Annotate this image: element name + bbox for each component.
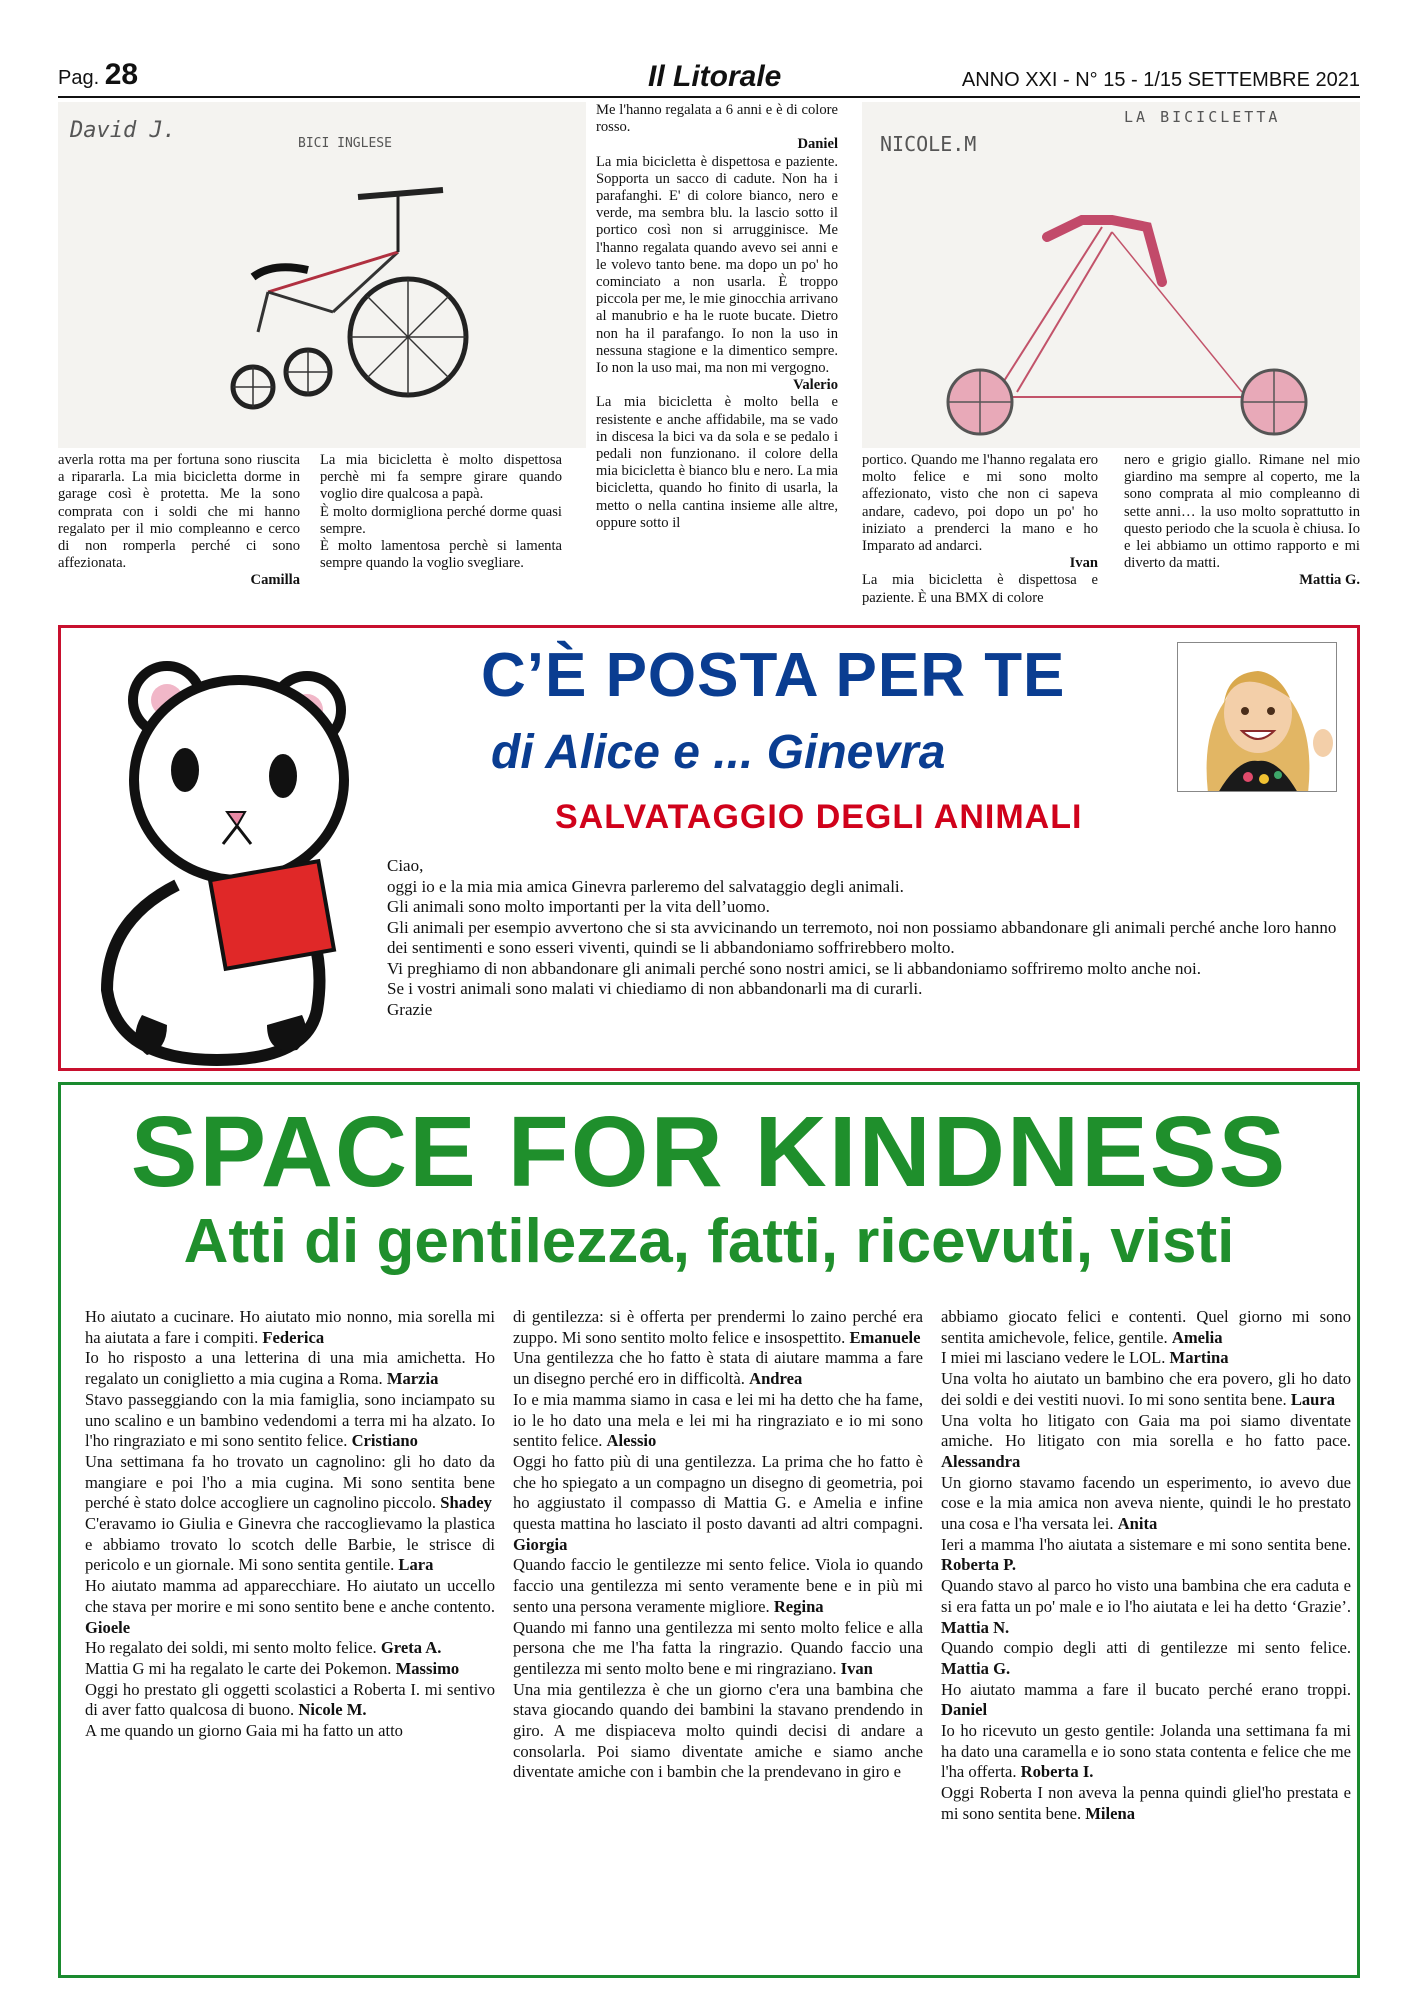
entry-signature: Daniel	[941, 1700, 988, 1720]
posta-headline: SALVATAGGIO DEGLI ANIMALI	[555, 798, 1083, 836]
kindness-entry	[85, 1576, 495, 1638]
kindness-entry	[941, 1638, 1351, 1679]
kindness-entry	[941, 1411, 1351, 1473]
kindness-entry	[513, 1348, 923, 1389]
kindness-entry	[85, 1452, 495, 1514]
entry-signature: Amelia	[1171, 1327, 1223, 1347]
kindness-entry	[85, 1680, 495, 1721]
article-col-4: portico. Quando me l'hanno regalata ero molto felice e mi sono molto affezionato, visto che non ci sapeva andare, cadevo, poi dopo un po' ho iniziato a prenderci la mano e ho Imparato ad andarci. Ivan La mia bicicletta è dispettosa e paziente. È una BMX di colore	[862, 452, 1098, 606]
entry-text: Stavo passeggiando con la mia famiglia, sono inciampato su uno scalino e un bambino vedendomi a terra mi ha alzato. Io l'ho ringraziato e mi sono sentito felice.	[85, 1389, 495, 1451]
drawing-author: David J.	[70, 118, 176, 143]
entry-signature: Ivan	[840, 1658, 873, 1678]
entry-text: Io ho risposto a una letterina di una mia amichetta. Ho regalato un coniglietto a mia cugina a Roma.	[85, 1348, 495, 1389]
entry-text: Ieri a mamma l'ho aiutata a sistemare e mi sono sentita bene.	[941, 1534, 1351, 1554]
entry-signature: Massimo	[395, 1658, 460, 1678]
entry-text: A me quando un giorno Gaia mi ha fatto un atto	[85, 1721, 403, 1741]
kindness-entry	[941, 1348, 1351, 1369]
author-avatar	[1177, 642, 1337, 792]
entry-signature: Mattia N.	[941, 1617, 1010, 1637]
kindness-entry	[513, 1452, 923, 1556]
entry-signature: Andrea	[749, 1369, 803, 1389]
entry-text: Quando mi fanno una gentilezza mi sento molto felice e alla persona che me l'ha fatta la ringrazio. Quando faccio una gentilezza mi sento molto bene e mi ringraziano.	[513, 1617, 923, 1678]
entry-signature: Cristiano	[351, 1431, 418, 1451]
entry-signature: Alessandra	[941, 1451, 1021, 1471]
posta-section	[58, 625, 1360, 1071]
kindness-entry	[941, 1576, 1351, 1638]
entry-text: Ho aiutato a cucinare. Ho aiutato mio nonno, mia sorella mi ha aiutata a fare i compiti.	[85, 1307, 495, 1347]
entry-text: C'eravamo io Giulia e Ginevra che raccoglievamo la plastica e abbiamo trovato lo scotch delle Barbie, le strisce di pericolo e un giornale. Mi sono sentita gentile.	[85, 1514, 495, 1575]
kindness-entry	[513, 1618, 923, 1680]
page-header	[58, 58, 1360, 98]
kindness-entry	[85, 1348, 495, 1389]
kindness-title: SPACE FOR KINDNESS	[130, 1096, 1288, 1208]
entry-signature: Nicole M.	[298, 1700, 367, 1720]
entry-text: Io e mia mamma siamo in casa e lei mi ha detto che ha fame, io le ho dato una mela e lei mi ha ringraziato e io mi sono sentito felice.	[513, 1389, 923, 1451]
drawing-caption: LA BICICLETTA	[1124, 108, 1281, 126]
bear-drawing	[67, 630, 377, 1070]
signature: Valerio	[793, 377, 838, 394]
kindness-entry	[513, 1555, 923, 1617]
entry-signature: Shadey	[440, 1493, 492, 1513]
signature: Ivan	[1069, 555, 1098, 572]
kindness-entry	[941, 1307, 1351, 1348]
entry-text: Io ho ricevuto un gesto gentile: Jolanda una settimana fa mi ha dato una caramella e io sono stata contenta e felice che me l'ha offerta.	[941, 1721, 1351, 1782]
kindness-entry	[85, 1514, 495, 1576]
entry-signature: Milena	[1085, 1803, 1136, 1823]
entry-text: Quando compio degli atti di gentilezze mi sento felice.	[941, 1638, 1351, 1658]
entry-signature: Alessio	[606, 1431, 657, 1451]
issue-info: ANNO XXI - N° 15 - 1/15 SETTEMBRE 2021	[961, 69, 1360, 91]
entry-signature: Roberta I.	[1020, 1762, 1094, 1782]
kindness-subtitle: Atti di gentilezza, fatti, ricevuti, visti	[183, 1207, 1235, 1276]
signature: Daniel	[797, 136, 838, 153]
entry-signature: Giorgia	[513, 1534, 568, 1554]
entry-text: Oggi Roberta I non aveva la penna quindi gliel'ho prestata e mi sono sentita bene.	[941, 1783, 1351, 1823]
signature: Camilla	[250, 572, 300, 589]
signature: Mattia G.	[1299, 572, 1360, 589]
entry-text: di gentilezza: si è offerta per prendermi lo zaino perché era zuppo. Mi sono sentito molto felice e insospettito.	[513, 1307, 923, 1347]
entry-signature: Laura	[1290, 1389, 1336, 1409]
entry-text: Quando faccio le gentilezze mi sento felice. Viola io quando faccio una gentilezza mi sento veramente bene e in più mi sento una persona veramente migliore.	[513, 1555, 923, 1616]
kindness-col-2	[513, 1307, 923, 1783]
article-col-3: Me l'hanno regalata a 6 anni e è di colore rosso. Daniel La mia bicicletta è dispettosa e paziente. Sopporta un sacco di cadute. Non ha i parafanghi. E' di colore bianco, nero e verde, ma sembra blu. la lascio sotto il portico così non si arrugginisce. Me l'hanno regalata quando avevo sei anni e le volevo tanto bene. ma dopo un po' ho cominciato a non usarla. È troppo piccola per me, le mie ginocchia arrivano al manubrio e ha le ruote bucate. Dietro non ha il parafango. Io non la uso in nessuna stagione e la dimentico sempre. Io non la uso mai, ma non mi vergogno. Valerio La mia bicicletta è molto bella e resistente e anche affidabile, ma se vado in discesa la bici va da sola e se pedalo i pedali non funzionano. il colore della mia bicicletta è bianco blu e nero. La mia bicicletta, quando ho finito di usarla, la metto o nella cantina insieme alle altre, oppure sotto il	[596, 102, 838, 531]
kindness-entry	[513, 1680, 923, 1784]
entry-signature: Mattia G.	[941, 1658, 1011, 1678]
kindness-section	[58, 1082, 1360, 1978]
entry-text: Oggi ho fatto più di una gentilezza. La prima che ho fatto è che ho spiegato a un compagno un disegno di geometria, poi ho aggiustato il compasso di Mattia G. e Amelia e infine questa mattina ho lasciato il posto davanti ad altri compagni.	[513, 1451, 923, 1534]
article-col-2: La mia bicicletta è molto dispettosa perchè mi fa sempre girare quando voglio dire qualcosa a papà. È molto dormigliona perché dorme quasi sempre. È molto lamentosa perchè si lamenta sempre quando la voglio svegliare.	[320, 452, 562, 572]
kindness-entry	[85, 1659, 495, 1680]
drawing-scooter	[862, 102, 1360, 448]
drawing-caption: BICI INGLESE	[298, 136, 392, 151]
entry-signature: Lara	[398, 1555, 434, 1575]
entry-signature: Roberta P.	[941, 1555, 1016, 1575]
entry-signature: Regina	[773, 1596, 824, 1616]
entry-text: Una settimana fa ho trovato un cagnolino: gli ho dato da mangiare e poi l'ho a mia cugina. Mi sono sentita bene perché è stato dolce accogliere un cagnolino piccolo.	[85, 1451, 495, 1513]
entry-text: Una mia gentilezza è che un giorno c'era una bambina che stava giocando quando dei bambini la stavano prendendo in giro. A me dispiaceva molto quindi decisi di andare a consolarla. Poi siamo diventate amiche e siamo anche diventate amiche con i bambin che la prendevano in giro e	[513, 1679, 923, 1782]
tricycle-sketch	[58, 102, 586, 448]
entry-signature: Martina	[1169, 1348, 1229, 1368]
entry-text: Quando stavo al parco ho visto una bambina che era caduta e si era fatta un po' male e io l'ho aiutata e lei ha detto ‘Grazie’.	[941, 1576, 1351, 1616]
avatar-illustration	[1178, 643, 1337, 792]
posta-title: C’È POSTA PER TE	[481, 641, 1066, 710]
posta-letter: Ciao, oggi io e la mia mia amica Ginevra parleremo del salvataggio degli animali. Gli animali sono molto importanti per la vita dell’uomo. Gli animali per esempio avvertono che si sta avvicinando un terremoto, noi non possiamo abbandonare gli animali perché anche loro hanno dei sentimenti e sono esseri viventi, quindi se li abbandoniamo soffrirebbero molto. Vi preghiamo di non abbandonare gli animali perché sono nostri amici, se li abbandoniamo soffriremo molto anche noi. Se i vostri animali sono malati vi chiediamo di non abbandonarli ma di curarli. Grazie	[387, 856, 1337, 1019]
entry-text: Un giorno stavamo facendo un esperimento, io avevo due cose e la mia amica non aveva niente, quindi le ho prestato una cosa e l'ha versata lei.	[941, 1472, 1351, 1534]
kindness-entry	[941, 1721, 1351, 1783]
kindness-col-3	[941, 1307, 1351, 1825]
drawing-tricycle	[58, 102, 586, 448]
entry-signature: Federica	[262, 1327, 325, 1347]
kindness-entry	[941, 1680, 1351, 1721]
drawing-author: NICOLE.M	[880, 132, 977, 156]
kindness-entry	[941, 1369, 1351, 1410]
kindness-entry	[85, 1721, 495, 1742]
article-col-5: nero e grigio giallo. Rimane nel mio giardino ma sempre al coperto, me la sono comprata al mio compleanno di sette anni… la uso molto soprattutto in questo periodo che la scuola è chiusa. Io e lei abbiamo un ottimo rapporto e mi diverto da matti. Mattia G.	[1124, 452, 1360, 589]
kindness-entry	[85, 1390, 495, 1452]
kindness-entry	[941, 1473, 1351, 1535]
kindness-col-1	[85, 1307, 495, 1742]
page-number: Pag. 28	[58, 58, 139, 91]
kindness-entry	[513, 1390, 923, 1452]
kindness-entry	[85, 1638, 495, 1659]
entry-text: Una volta ho litigato con Gaia ma poi siamo diventate amiche. Ho litigato con mia sorella e ho fatto pace.	[941, 1410, 1351, 1451]
masthead: Il Litorale	[648, 60, 782, 93]
entry-signature: Marzia	[386, 1369, 439, 1389]
entry-text: Ho regalato dei soldi, mi sento molto felice.	[85, 1638, 381, 1658]
scooter-sketch	[862, 102, 1360, 448]
entry-text: Oggi ho prestato gli oggetti scolastici a Roberta I. mi sentivo di aver fatto qualcosa di buono.	[85, 1679, 495, 1720]
entry-signature: Anita	[1117, 1514, 1158, 1534]
entry-signature: Greta A.	[380, 1638, 442, 1658]
kindness-entry	[941, 1783, 1351, 1824]
kindness-entry	[85, 1307, 495, 1348]
entry-text: I miei mi lasciano vedere le LOL.	[941, 1348, 1170, 1368]
entry-text: Una volta ho aiutato un bambino che era povero, gli ho dato dei soldi e dei vestiti nuovi. Io mi sono sentita bene.	[941, 1369, 1351, 1409]
kindness-entry	[513, 1307, 923, 1348]
article-col-1: averla rotta ma per fortuna sono riuscita a ripararla. La mia bicicletta dorme in garage così è protetta. Me la sono comprata con i soldi che mi hanno regalato per il mio compleanno e cerco di non romperla perché ci sono affezionata. Camilla	[58, 452, 300, 589]
entry-text: Ho aiutato mamma a fare il bucato perché erano troppi.	[941, 1679, 1351, 1699]
entry-signature: Emanuele	[849, 1327, 921, 1347]
entry-text: abbiamo giocato felici e contenti. Quel giorno mi sono sentita amichevole, felice, gentile.	[941, 1307, 1351, 1347]
entry-text: Ho aiutato mamma ad apparecchiare. Ho aiutato un uccello che stava per morire e mi sono sentito bene e anche contento.	[85, 1576, 495, 1616]
entry-text: Mattia G mi ha regalato le carte dei Pokemon.	[85, 1658, 396, 1678]
kindness-entry	[941, 1535, 1351, 1576]
entry-text: Una gentilezza che ho fatto è stata di aiutare mamma a fare un disegno perché ero in difficoltà.	[513, 1348, 923, 1389]
posta-subtitle: di Alice e ... Ginevra	[491, 726, 946, 779]
entry-signature: Gioele	[85, 1617, 131, 1637]
